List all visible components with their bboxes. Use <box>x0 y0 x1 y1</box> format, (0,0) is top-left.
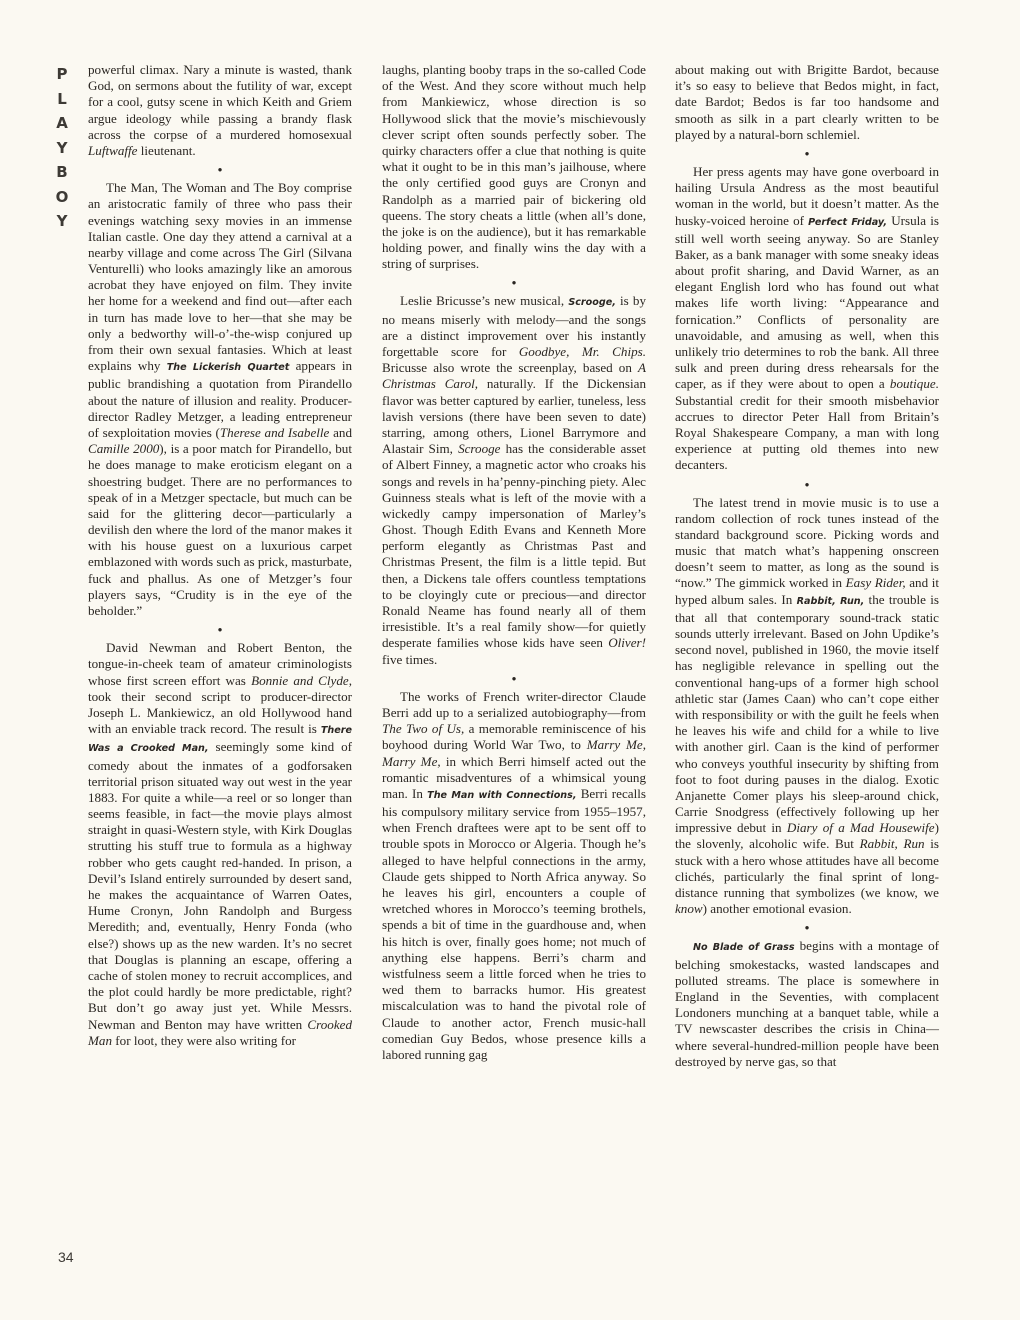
film-title: Marry Me, Marry Me, <box>382 737 646 769</box>
film-title: Camille 2000 <box>88 441 160 457</box>
word-emphasis: know <box>675 901 703 917</box>
magazine-name-vertical <box>52 62 72 234</box>
section-separator: ● <box>804 479 810 489</box>
spine-letter: O <box>55 187 69 206</box>
paragraph <box>675 495 939 918</box>
review-title: Rabbit, Run, <box>796 595 865 607</box>
text-run: in which Berri himself acted out the romantic misadventures of a whimsical young man. In <box>382 753 646 801</box>
paragraph <box>382 689 646 1063</box>
text-run: ), is a poor match for Pirandello, but he does manage to make eroticism elegant on a shoestring budget. There are no performances to speak of in a Metzger spectacle, but much can be said for the glittering decor—particularly a devilish den where the lord of the manor makes it with his house guest on a luxurious carpet emblazoned with words such as prick, masturbate, fuck and phallus. As one of Metzger’s four players says, “Crudity is in the eye of the beholder.” <box>88 441 352 618</box>
film-title: Oliver! <box>608 635 646 651</box>
film-title: Easy Rider, <box>845 575 906 591</box>
word-emphasis: boutique. <box>889 376 939 392</box>
page-number: 34 <box>58 1249 74 1265</box>
text-run: Her press agents may have gone overboard in hailing Ursula Andress as the most beautiful woman in the world, but it doesn’t matter. As the husky-voiced heroine of <box>675 163 939 228</box>
paragraph: about making out with Brigitte Bardot, because it’s so easy to believe that Bedos might, in fact, date Bardot; Bedos is far too handsome and smooth as silk in a part clearly written to be played by a natural-born schlemiel. <box>675 62 939 142</box>
text-run: begins with a montage of belching smokestacks, wasted landscapes and polluted streams. The place is somewhere in England in the Seventies, with complacent Londoners munching at a banquet table, while a TV newscaster describes the crisis in China—where several-hundred-million people have been destroyed by nerve gas, so that <box>675 938 939 1069</box>
paragraph <box>382 293 646 667</box>
text-run: the trouble is that all that contemporary sound-track static sounds utterly irrelevant. Based on John Updike’s second novel, published in 1960, the movie itself has negligible relevance in spelling out the conventional hang-ups of a former high school athletic star (James Caan) who can’t cope either with responsibility or with the guilt he feels when he leaves his wife and child for a while to live with another girl. Caan is the kind of performer who conveys youthful insecurity by shifting from foot to foot during pauses in the dialog. Exotic Anjanette Comer plays his sleep-around chick, Carrie Snodgress (effectively following up her impressive debut in <box>675 591 939 836</box>
text-run: naturally. If the Dickensian flavor was better captured by earlier, tuneless, less lavish versions (there have been seven to date) starring, among others, Lionel Barrymore and Alastair Sim, <box>382 376 646 457</box>
text-run: and it hyped album sales. In <box>675 575 940 607</box>
text-column-2 <box>382 62 646 1063</box>
text-run: a memorable reminiscence of his boyhood during World War Two, to <box>382 721 646 753</box>
text-run: powerful climax. Nary a minute is wasted, thank God, on sermons about the futility of war, except for a cool, gutsy scene in which Keith and Griem argue ideology while passing a brandy flask across the corpse of a murdered homosexual <box>88 62 352 142</box>
text-run: The Man, The Woman and The Boy comprise an aristocratic family of three who pass their evenings watching sexy movies in an immense Italian castle. One day they attend a carnival at a nearby village and come across The Girl (Silvana Venturelli) who looks amazingly like an amorous acrobat they have enjoyed on film. They invite her home for a weekend and find out—after each in turn has made love to her—that she may be only a bedworthy will-o’-the-wisp conjured up from their own sexual fantasies. Which at least explains why <box>88 180 352 374</box>
review-title: The Lickerish Quartet <box>166 362 290 374</box>
film-title: A Christmas Carol, <box>382 360 646 392</box>
text-run: Substantial credit for their smooth misbehavior accrues to director Peter Hall from Britain’s Royal Shakespeare Company, a man with long experience at putting old themes into new decanters. <box>675 392 939 473</box>
film-title: Therese and Isabelle <box>219 424 330 440</box>
paragraph <box>88 62 352 159</box>
text-run: The works of French writer-director Claude Berri add up to a serialized autobiography—from <box>382 688 646 720</box>
section-separator: ● <box>217 625 223 635</box>
review-title: No Blade of Grass <box>693 942 795 954</box>
paragraph <box>88 180 352 619</box>
paragraph: laughs, planting booby traps in the so-called Code of the West. And they score without much help from Mankiewicz, whose direction is so Hollywood slick that the movie’s mischievously clever script often sounds perfectly sober. The quirky characters offer a clue that nothing is quite what it ought to be in this man’s jailhouse, where the only certified good guys are Cronyn and Randolph as a married pair of bickering old queens. The story cheats a little (when all’s done, the joke is on the audience), but it has remarkable holding power, and finally wins the day with a string of surprises. <box>382 62 646 272</box>
text-run: has the considerable asset of Albert Finney, a magnetic actor who croaks his songs and revels in ha’penny-pinching piety. Alec Guinness steals what is left of the movie with a wickedly campy impersonation of Marley’s Ghost. Though Edith Evans and Kenneth More perform elegantly as Christmas Past and Christmas Present, the film is a little tepid. But then, a Dickens tale offers countless temptations to be cloyingly cute or precious—and director Ronald Neame has found nearly all of them irresistible. It’s a real family show—for quietly desperate families whose kids have seen <box>382 441 647 651</box>
text-run: ) another emotional evasion. <box>702 901 852 917</box>
section-separator: ● <box>511 673 517 683</box>
review-title: There Was a Crooked Man, <box>88 725 352 755</box>
spine-letter: B <box>56 163 68 181</box>
film-title: Diary of a Mad Housewife <box>786 820 935 836</box>
text-column-3 <box>675 62 939 1070</box>
review-title: Perfect Friday, <box>808 216 888 228</box>
text-run: Berri recalls his compulsory military service from 1955–1957, when French draftees were apt to be sent off to trouble spots in Morocco or Algeria. Though he’s alleged to have helpful connections in the army, Claude gets shipped to North Africa anyway. So he leaves his girl, encounters a couple of wretched whores in Morocco’s teeming brothels, spends a bit of time in the guardhouse and, when his hitch is over, finally goes home; not much of anything else happens. Berri’s charm and wistfulness seem a little forced when he tries to wed them to barracks humor. His greatest miscalculation was to hand the pivotal role of Claude to another actor, French music-hall comedian Guy Bedos, whose presence kills a labored running gag <box>382 785 646 1062</box>
film-title: The Two of Us, <box>382 721 465 737</box>
text-run: is by no means miserly with melody—and the songs are a distinct improvement over his instantly forgettable score for <box>382 293 647 359</box>
film-title: Luftwaffe <box>88 142 138 158</box>
paragraph <box>88 640 352 1049</box>
spine-letter: Y <box>56 212 68 230</box>
text-run: ) the slovenly, alcoholic wife. But <box>675 820 939 852</box>
film-title: Goodbye, Mr. Chips. <box>518 344 646 359</box>
text-run: seemingly some kind of comedy about the inmates of a godforsaken territorial prison situated way out west in the year 1883. For quite a while—a reel or so longer than seems feasible, in fact—the movie plays almost straight in quasi-Western style, with Kirk Douglas strutting his stuff true to formula as a highway robber who gets caught red-handed. In prison, a Devil’s Island entirely surrounded by desert sand, he makes the acquaintance of Warren Oates, Hume Cronyn, John Randolph and Burgess Meredith; and, eventually, Henry Fonda (who else?) shows up as the new warden. It’s no secret that Douglas is planning an escape, offering a cache of stolen money to recruit accomplices, and the plot could hardly be more predictable, right? But don’t go away just yet. While Messrs. Newman and Benton may have written <box>88 739 352 1032</box>
film-title: Crooked Man <box>88 1016 352 1048</box>
text-run: David Newman and Robert Benton, the tongue-in-cheek team of amateur criminologists whose first screen effort was <box>88 640 352 688</box>
film-title: Scrooge <box>458 441 501 457</box>
review-title: Scrooge, <box>568 297 616 309</box>
section-separator: ● <box>511 278 517 288</box>
film-title: Bonnie and Clyde <box>251 672 349 688</box>
section-separator: ● <box>804 923 810 933</box>
section-separator: ● <box>217 165 223 175</box>
text-run: and <box>329 424 352 440</box>
text-run: appears in public brandishing a quotation from Pirandello about the nature of illusion and reality. Producer-director Radley Metzger, a leading entrepreneur of sexploitation movies ( <box>88 358 353 440</box>
text-run: The latest trend in movie music is to use a random collection of rock tunes instead of the standard background score. Picking words and music that match what’s happening onscreen doesn’t seem to matter, as long as the sound is “now.” The gimmick worked in <box>675 494 939 591</box>
text-run: , took their second script to producer-director Joseph L. Mankiewicz, an old Hollywood hand with an enviable track record. The result is <box>88 672 352 737</box>
text-run: lieutenant. <box>137 142 196 158</box>
text-run: Leslie Bricusse’s new musical, <box>400 293 569 309</box>
spine-letter: L <box>57 89 67 108</box>
text-column-1 <box>88 62 352 1049</box>
paragraph <box>675 164 939 474</box>
text-run: for loot, they were also writing for <box>112 1032 297 1048</box>
paragraph <box>675 938 939 1070</box>
film-title: Rabbit, Run <box>859 836 925 852</box>
spine-letter: Y <box>56 138 68 157</box>
section-separator: ● <box>804 148 810 158</box>
text-run: five times. <box>382 651 438 667</box>
spine-letter: A <box>56 114 68 132</box>
text-run: Bricusse also wrote the screenplay, based on <box>382 360 638 376</box>
text-run: is stuck with a hero whose attitudes have all become clichés, particularly the final sprint of long-distance running that symbolizes (we know, we <box>675 836 940 900</box>
spine-letter: P <box>56 65 68 83</box>
review-title: The Man with Connections, <box>427 789 577 801</box>
text-run: Ursula is still well worth seeing anyway. So are Stanley Baker, as a bank manager with some sneaky ideas about profit sharing, and David Warner, as an elegant English lord who has found out what makes life worth living: “Appearance and fornication.” Conflicts of personality are unavoidable, and amusing as well, when this unlikely trio determines to rob the bank. All three sulk and preen during dress rehearsals for the caper, as if they were about to open a <box>675 212 939 392</box>
